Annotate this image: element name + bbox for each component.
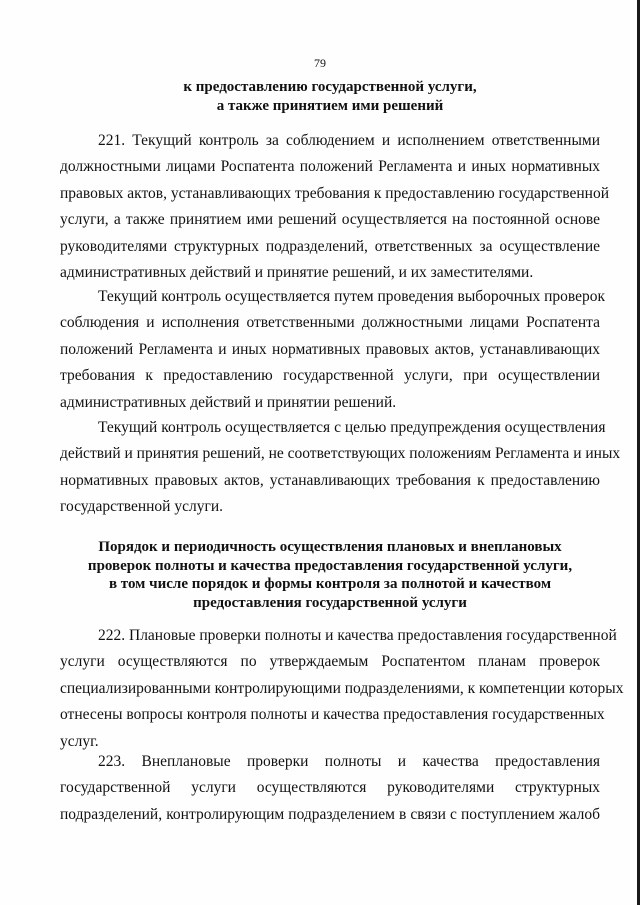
paragraph-line: отнесены вопросы контроля полноты и качества предоставления государственных [60, 706, 605, 724]
paragraph-line: 221. Текущий контроль за соблюдением и исполнением ответственными [98, 132, 600, 149]
paragraph-line: руководителями структурных подразделений, ответственных за осуществление [60, 237, 600, 255]
heading-line: предоставления государственной услуги [193, 594, 467, 611]
paragraph-line: действий и принятия решений, не соответствующих положениям Регламента и иных [60, 445, 621, 463]
paragraph-current-control-purpose [60, 415, 621, 521]
paragraph-line: положений Регламента и иных нормативных правовых актов, устанавливающих [60, 340, 600, 358]
page-number: 79 [314, 56, 326, 70]
paragraph-221 [60, 128, 609, 286]
paragraph-line: требования к предоставлению государственной услуги, при осуществлении [60, 367, 600, 385]
heading-line: в том числе порядок и формы контроля за полнотой и качеством [108, 576, 552, 592]
paragraph-line: должностными лицами Роспатента положений Регламента и иных нормативных [60, 158, 600, 176]
paragraph-line: нормативных правовых актов, устанавливающих требования к предоставлению [60, 471, 600, 489]
paragraph-line: Текущий контроль осуществляется путем проведения выборочных проверок [98, 288, 606, 305]
section-heading-inspections [60, 538, 600, 612]
paragraph-current-control-method [60, 284, 606, 416]
paragraph-line: административных действий и принятии решений. [60, 393, 397, 411]
paragraph-line: государственной услуги. [60, 498, 223, 516]
section-heading-control [60, 78, 600, 116]
paragraph-line: Текущий контроль осуществляется с целью предупреждения осуществления [98, 419, 606, 436]
paragraph-line: правовых актов, устанавливающих требования к предоставлению государственной [60, 184, 609, 202]
heading-line: Порядок и периодичность осуществления плановых и внеплановых [98, 539, 562, 555]
paragraph-line: услуги, а также принятием ими решений осуществляется на постоянной основе [60, 211, 600, 229]
paragraph-line: соблюдения и исполнения ответственными должностными лицами Роспатента [60, 314, 600, 332]
heading-line: а также принятием ими решений [216, 98, 444, 114]
paragraph-line: услуги осуществляются по утверждаемым Роспатентом планам проверок [60, 653, 600, 671]
paragraph-line: государственной услуги осуществляются руководителями структурных [60, 779, 600, 797]
paragraph-line: 222. Плановые проверки полноты и качества предоставления государственной [98, 627, 617, 644]
heading-line: к предоставлению государственной услуги, [183, 79, 477, 95]
paragraph-line: 223. Внеплановые проверки полноты и качества предоставления [98, 753, 600, 770]
paragraph-line: подразделений, контролирующим подразделением в связи с поступлением жалоб [60, 805, 600, 823]
paragraph-223 [60, 749, 600, 828]
paragraph-line: специализированными контролирующими подразделениями, к компетенции которых [60, 679, 624, 697]
paragraph-222 [60, 623, 624, 755]
paragraph-line: услуг. [60, 732, 99, 750]
paragraph-line: административных действий и принятие решений, и их заместителями. [60, 264, 534, 282]
heading-line: проверок полноты и качества предоставления государственной услуги, [87, 557, 573, 574]
